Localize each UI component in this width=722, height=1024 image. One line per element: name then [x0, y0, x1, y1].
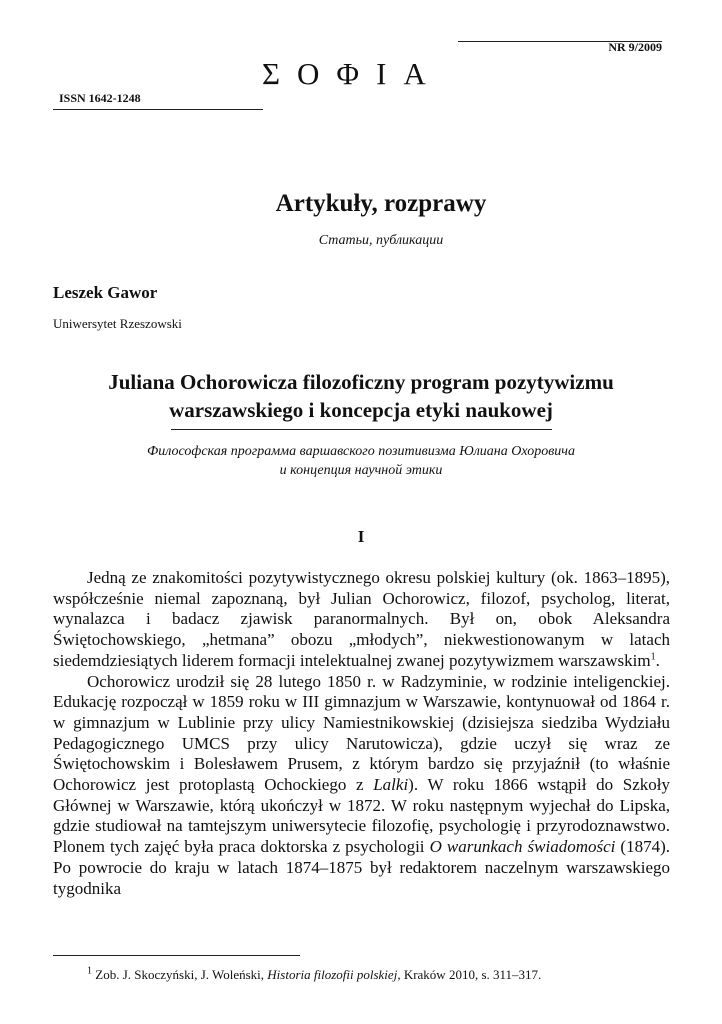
footnote-text-a: Zob. J. Skoczyński, J. Woleński,: [92, 967, 268, 982]
article-subtitle-line-2: и концепция научной этики: [279, 463, 443, 478]
article-title-line-1: Juliana Ochorowicza filozoficzny program pozytywizmu: [108, 370, 614, 394]
article-title-line-2: warszawskiego i koncepcja etyki naukowej: [169, 398, 553, 422]
article-subtitle-line-1: Философская программа варшавского позитивизма Юлиана Охоровича: [147, 444, 575, 459]
header-rule-bottom: [53, 109, 263, 110]
issn: ISSN 1642-1248: [59, 91, 141, 105]
paragraph-2-text-c: (1874). Po powrocie do kraju w latach 1874–1875 był redaktorem naczelnym warszawskiego tygodnika: [53, 837, 670, 898]
paragraph-1: [53, 568, 670, 672]
journal-logo: ΣΟΦΙΑ: [262, 56, 443, 91]
article-title: [40, 368, 682, 424]
body-text: [53, 568, 670, 899]
footnote-rule: [53, 955, 300, 956]
section-subtitle: Статьи, публикации: [318, 233, 444, 248]
paragraph-2: [53, 672, 670, 900]
thesis-title: O warunkach świadomości: [429, 837, 616, 857]
paragraph-2-text-a: Ochorowicz urodził się 28 lutego 1850 r. w Radzyminie, w rodzinie inteligenckiej. Edukację rozpoczął w 1859 roku w III gimnazjum w Warszawie, kontynuował od 1864 r. w gimnazjum w Lublinie przy ulicy Namiestnikowskiej (dzisiejsza siedziba Wydziału Pedagogicznego UMCS przy ulicy Narutowicza), gdzie uczył się wraz ze Świętochowskim i Bolesławem Prusem, z którym bardzo się przyjaźnił (to właśnie Ochorowicz jest protoplastą Ochockiego z: [53, 671, 670, 795]
footnote: [53, 967, 670, 983]
footnote-ref-1[interactable]: 1: [650, 651, 656, 663]
article-subtitle: [40, 442, 682, 480]
author-affiliation: Uniwersytet Rzeszowski: [53, 316, 182, 331]
book-title-lalki: Lalki: [373, 775, 409, 795]
section-number: I: [357, 527, 365, 546]
paragraph-2-text-b: ). W roku 1866 wstąpił do Szkoły Głównej w Warszawie, którą ukończył w 1872. W roku następnym wyjechał do Lipska, gdzie studiował na tamtejszym uniwersytecie filozofię, psychologię i przyrodoznawstwo. Plonem tych zajęć była praca doktorska z psychologii: [53, 775, 670, 857]
section-title: Artykuły, rozprawy: [275, 190, 487, 217]
paragraph-1-text: Jedną ze znakomitości pozytywistycznego okresu polskiej kultury (ok. 1863–1895), współcześnie niemal zapoznaną, był Julian Ochorowicz, filozof, psycholog, literat, wynalazca i badacz zjawisk paranormalnych. Był on, obok Aleksandra Świętochowskiego, „hetmana” obozu „młodych”, niekwestionowanym w latach siedemdziesiątych liderem formacji intelektualnej zwanej pozytywizmem warszawskim: [53, 568, 670, 670]
title-rule: [171, 429, 552, 430]
issue-number: NR 9/2009: [608, 40, 662, 54]
footnote-book-title: Historia filozofii polskiej: [267, 967, 398, 982]
footnote-number: 1: [87, 965, 92, 977]
footnote-text-b: , Kraków 2010, s. 311–317.: [397, 967, 542, 982]
paragraph-1-end: .: [655, 650, 660, 670]
author-name: Leszek Gawor: [53, 283, 158, 302]
